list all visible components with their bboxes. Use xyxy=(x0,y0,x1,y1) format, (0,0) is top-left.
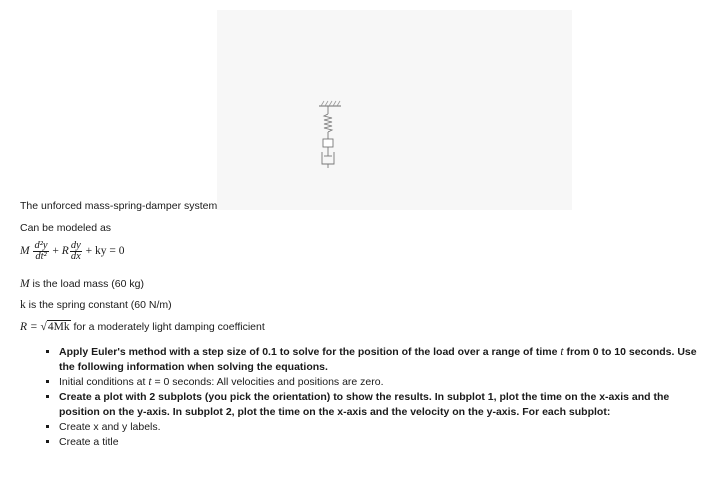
equation xyxy=(20,241,124,262)
damper-icon xyxy=(322,147,334,168)
def-damping xyxy=(20,321,265,333)
list-item: ▪ Create x and y labels. xyxy=(59,420,709,435)
def-mass-text: is the load mass (60 kg) xyxy=(29,278,144,290)
modeled-text: Can be modeled as xyxy=(20,222,112,234)
eq-second-derivative: $\frac{\text{d²y}}{\text{dt²}}$ xyxy=(34,240,48,262)
list-item: ▪ Apply Euler's method with a step size of 0.1 to solve for the position of the load over a range of time t from 0 to 10 seconds. Use the following information when solving the equations. xyxy=(59,345,709,375)
spring-icon xyxy=(324,106,332,139)
def-mass-symbol: M xyxy=(20,278,30,290)
def-spring xyxy=(20,299,172,311)
fixed-support-icon xyxy=(319,101,341,106)
mass-spring-damper-figure xyxy=(217,10,572,210)
def-mass xyxy=(20,278,144,290)
def-damping-sqrt: √4Mk xyxy=(40,321,70,333)
intro-text: The unforced mass-spring-damper system xyxy=(20,200,218,212)
eq-first-derivative: $\frac{dy}{dx}$ xyxy=(70,240,81,262)
def-spring-symbol: k xyxy=(20,299,26,311)
def-damping-lhs: R = xyxy=(20,321,41,333)
def-spring-text: is the spring constant (60 N/m) xyxy=(25,299,172,311)
eq-plus: + xyxy=(52,245,59,258)
mass-spring-damper-diagram xyxy=(313,98,353,178)
list-item: ▪ Create a plot with 2 subplots (you pick the orientation) to show the results. In subplot 1, plot the time on the x-axis and the position on the y-axis. In subplot 2, plot the time on the x-axis and the velocity on the y-axis. For each subplot: xyxy=(59,390,709,420)
def-damping-text: for a moderately light damping coefficient xyxy=(70,321,265,333)
list-item: ▪ Initial conditions at t = 0 seconds: All velocities and positions are zero. xyxy=(59,375,709,390)
eq-damping-symbol: R xyxy=(61,245,69,258)
eq-rest: + ky = 0 xyxy=(85,245,125,258)
mass-block-icon xyxy=(323,139,333,147)
task-list xyxy=(40,345,709,450)
eq-mass-symbol: M xyxy=(20,245,30,258)
list-item: ▪ Create a title xyxy=(59,435,709,450)
